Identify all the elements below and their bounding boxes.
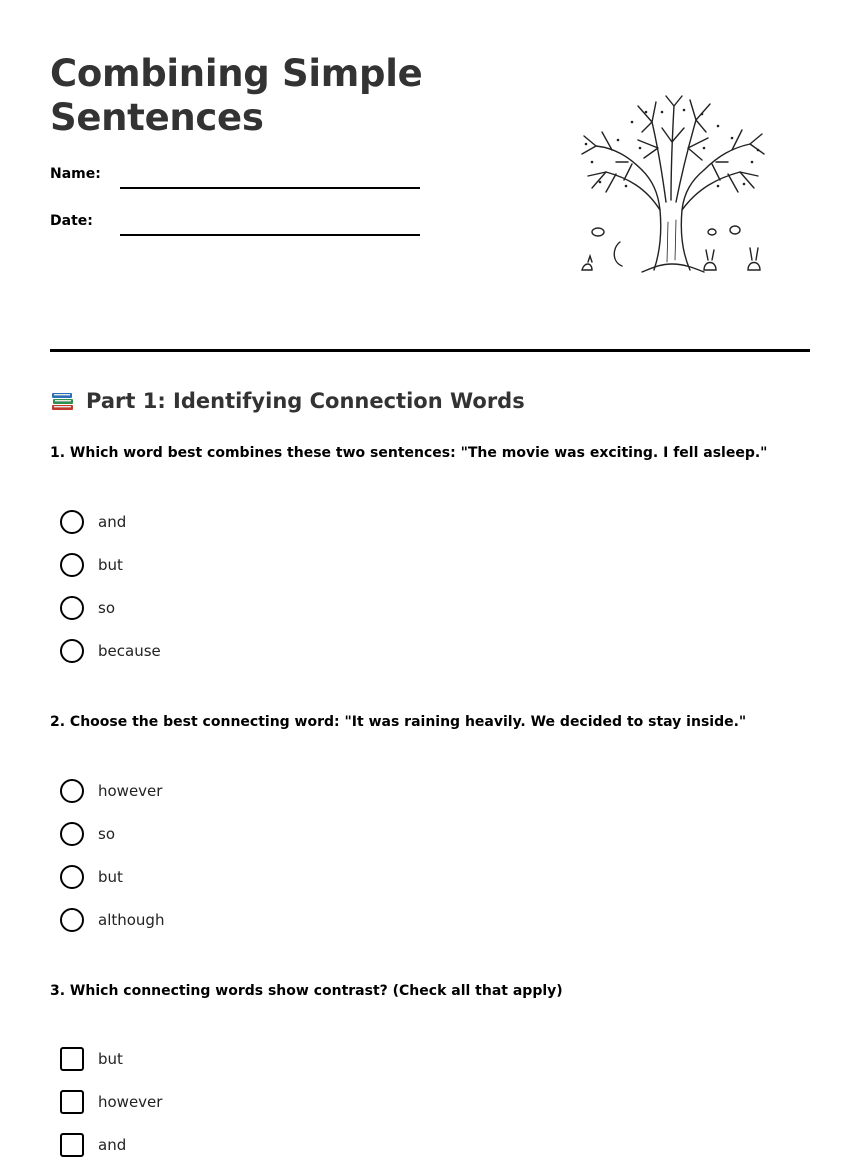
radio-button[interactable] bbox=[60, 596, 84, 620]
checkbox[interactable] bbox=[60, 1047, 84, 1071]
question-1-text: 1. Which word best combines these two sentences: "The movie was exciting. I fell asleep." bbox=[50, 445, 768, 461]
q2-option-3[interactable] bbox=[60, 864, 123, 890]
part1-title: Part 1: Identifying Connection Words bbox=[86, 389, 525, 413]
option-label: but bbox=[98, 868, 123, 886]
question-2-text: 2. Choose the best connecting word: "It was raining heavily. We decided to stay inside." bbox=[50, 714, 747, 730]
date-input-line[interactable] bbox=[120, 234, 420, 236]
q2-option-4[interactable] bbox=[60, 907, 164, 933]
question-3-text: 3. Which connecting words show contrast? (Check all that apply) bbox=[50, 983, 563, 999]
radio-button[interactable] bbox=[60, 822, 84, 846]
q3-option-2[interactable] bbox=[60, 1089, 162, 1115]
worksheet-title: Combining Simple Sentences bbox=[50, 52, 423, 139]
radio-button[interactable] bbox=[60, 865, 84, 889]
option-label: but bbox=[98, 1050, 123, 1068]
checkbox[interactable] bbox=[60, 1090, 84, 1114]
radio-button[interactable] bbox=[60, 510, 84, 534]
name-label: Name: bbox=[50, 166, 101, 182]
q1-option-4[interactable] bbox=[60, 638, 161, 664]
option-label: but bbox=[98, 556, 123, 574]
q2-option-2[interactable] bbox=[60, 821, 115, 847]
option-label: so bbox=[98, 599, 115, 617]
option-label: and bbox=[98, 513, 127, 531]
option-label: however bbox=[98, 782, 163, 800]
option-label: however bbox=[98, 1093, 163, 1111]
checkbox[interactable] bbox=[60, 1133, 84, 1157]
radio-button[interactable] bbox=[60, 908, 84, 932]
option-label: because bbox=[98, 642, 161, 660]
radio-button[interactable] bbox=[60, 553, 84, 577]
option-label: so bbox=[98, 825, 115, 843]
q3-option-1[interactable] bbox=[60, 1046, 123, 1072]
q1-option-2[interactable] bbox=[60, 552, 123, 578]
radio-button[interactable] bbox=[60, 779, 84, 803]
section-divider bbox=[50, 349, 810, 352]
q1-option-1[interactable] bbox=[60, 509, 126, 535]
tree-illustration bbox=[572, 92, 772, 282]
radio-button[interactable] bbox=[60, 639, 84, 663]
books-icon bbox=[50, 388, 76, 414]
q2-option-1[interactable] bbox=[60, 778, 162, 804]
date-label: Date: bbox=[50, 213, 93, 229]
q1-option-3[interactable] bbox=[60, 595, 115, 621]
name-input-line[interactable] bbox=[120, 187, 420, 189]
option-label: although bbox=[98, 911, 165, 929]
option-label: and bbox=[98, 1136, 127, 1154]
q3-option-3[interactable] bbox=[60, 1132, 126, 1158]
part1-heading bbox=[50, 388, 525, 414]
